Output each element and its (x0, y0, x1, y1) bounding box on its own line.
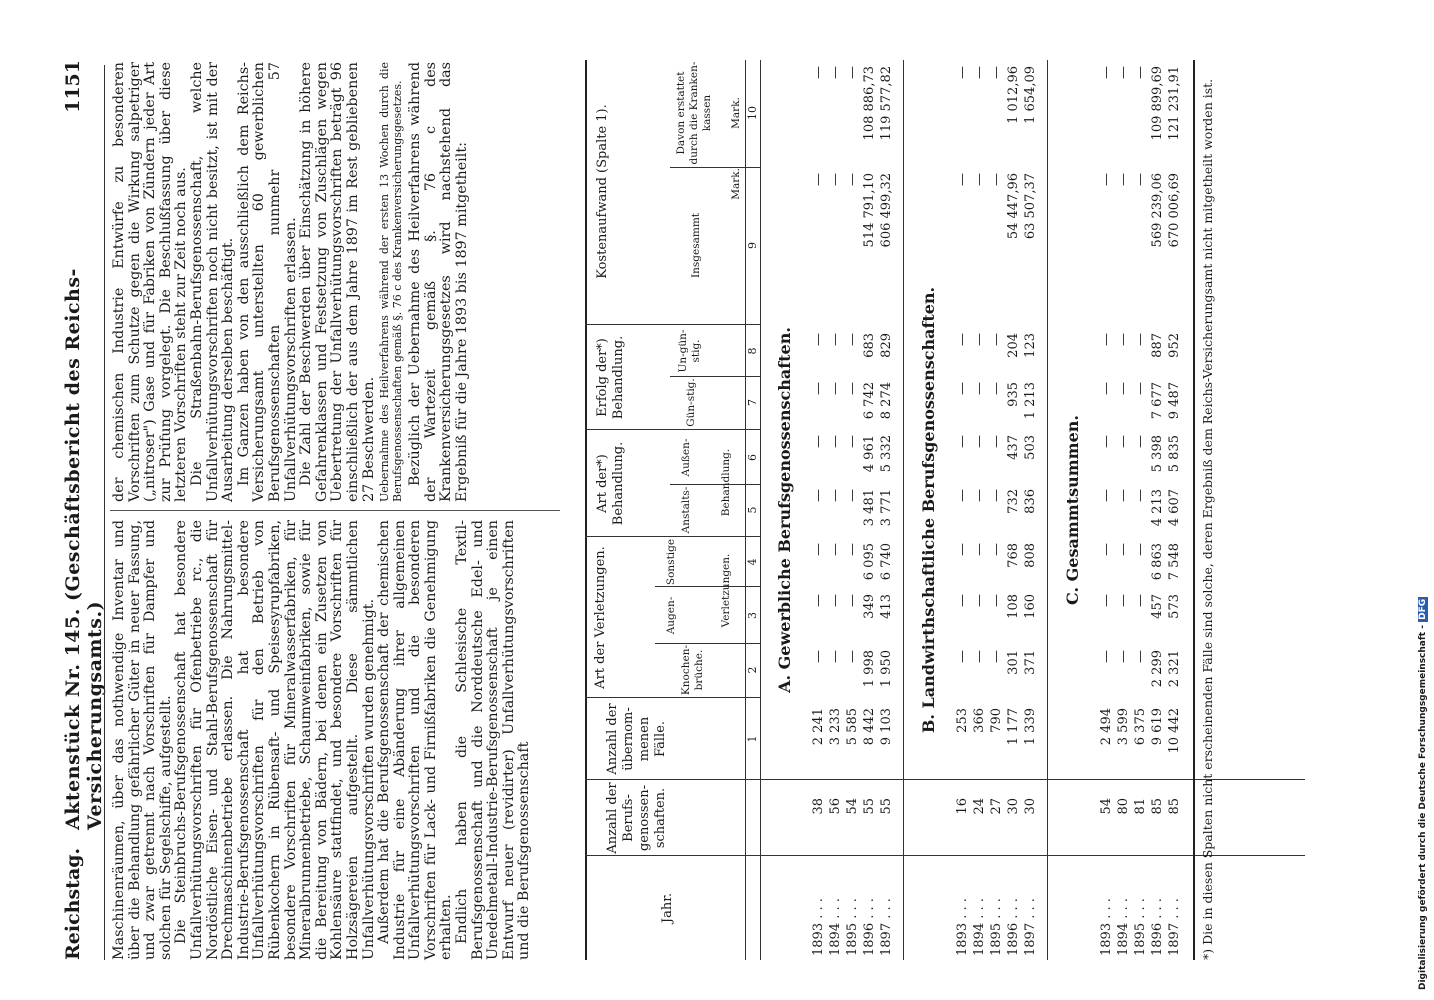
section-a-rows (811, 60, 901, 960)
cell-bg: 30 (1023, 798, 1038, 815)
header-behandlung: Art der*) Behandlung. (595, 441, 626, 526)
cell-knochen: 371 (1023, 650, 1038, 675)
cell-sonstige: — (972, 543, 987, 556)
cell-bg: 85 (1150, 798, 1165, 815)
cell-knochen: — (955, 650, 970, 663)
header-mark: Mark. (730, 97, 742, 129)
cell-anstalts: — (845, 489, 860, 502)
cell-davon: 121 231,91 (1167, 66, 1182, 141)
cell-sonstige: 768 (1006, 543, 1021, 568)
paragraph: Endlich haben die Schlesische Textil-Berufsgenossenschaft und die Norddeutsche Edel- und Unedelmetall-Industrie-Berufsgenossenschaft je einen Entwurf neuer (revidirter) Unfallverhütungsvorschriften und die Berufsgenossenschaft (454, 520, 533, 960)
cell-anstalts: — (1133, 489, 1148, 502)
cell-guenstig: — (845, 382, 860, 395)
cell-bg: 85 (1167, 798, 1182, 815)
cell-knochen: 2 299 (1150, 650, 1165, 688)
left-text-column (112, 520, 533, 960)
cell-years: 1893 . . . (955, 898, 970, 956)
cell-augen: 457 (1150, 594, 1165, 619)
cell-faelle: 253 (955, 708, 970, 733)
cell-guenstig: — (972, 382, 987, 395)
cell-faelle: 9 619 (1150, 708, 1165, 746)
cell-bg: 54 (845, 798, 860, 815)
section-heading: Uebernahme des Heilverfahrens während der ersten 13 Wochen durch die Berufsgenossenschaften gemäß §. 76 c des Krankenversicherungsgesetzes. (378, 62, 404, 502)
cell-davon: 108 886,73 (862, 66, 877, 141)
paragraph: Die Straßenbahn-Berufsgenossenschaft, welche Unfallverhütungsvorschriften noch nicht besitzt, ist mit der Ausarbeitung derselben beschäftigt. (188, 62, 237, 502)
header-unguenstig: Un-gün-stig. (677, 329, 702, 373)
cell-augen: — (1133, 594, 1148, 607)
cell-unguenstig: — (1133, 333, 1148, 346)
cell-guenstig: — (1116, 382, 1131, 395)
column-number: 2 (746, 666, 759, 674)
cell-unguenstig: — (828, 333, 843, 346)
cell-davon: — (1116, 66, 1131, 79)
cell-unguenstig: — (1116, 333, 1131, 346)
cell-sonstige: 808 (1023, 543, 1038, 568)
cell-aussen: — (989, 435, 1004, 448)
cell-unguenstig: 683 (862, 333, 877, 358)
cell-unguenstig: — (955, 333, 970, 346)
cell-insgesammt: 54 447,96 (1006, 173, 1021, 240)
cell-faelle: 1 339 (1023, 708, 1038, 746)
column-number: 10 (746, 106, 759, 120)
statistics-table (585, 60, 1305, 960)
cell-sonstige: — (811, 543, 826, 556)
cell-sonstige: — (1099, 543, 1114, 556)
cell-faelle: 1 177 (1006, 708, 1021, 746)
cell-unguenstig: 887 (1150, 333, 1165, 358)
header-augen: Augen- (665, 596, 677, 635)
cell-bg: 27 (989, 798, 1004, 815)
cell-insgesammt: — (1099, 173, 1114, 186)
cell-faelle: 9 103 (879, 708, 894, 746)
cell-guenstig: 1 213 (1023, 382, 1038, 420)
cell-davon: — (828, 66, 843, 79)
cell-aussen: 5 332 (879, 435, 894, 473)
cell-knochen: — (811, 650, 826, 663)
cell-guenstig: 6 742 (862, 382, 877, 420)
cell-anstalts: — (811, 489, 826, 502)
cell-anstalts: 4 213 (1150, 489, 1165, 527)
header-verletzungen: Art der Verletzungen. (593, 546, 608, 689)
cell-bg: 38 (811, 798, 826, 815)
cell-insgesammt: — (811, 173, 826, 186)
header-verletzungen-sub: Verletzungen. (720, 553, 732, 628)
cell-aussen: 4 961 (862, 435, 877, 473)
cell-guenstig: — (1133, 382, 1148, 395)
cell-aussen: — (972, 435, 987, 448)
column-number: 6 (746, 454, 759, 461)
cell-faelle: 3 599 (1116, 708, 1131, 746)
cell-knochen: 2 321 (1167, 650, 1182, 688)
cell-years: 1894 . . . (1116, 898, 1131, 956)
cell-augen: — (1099, 594, 1114, 607)
cell-insgesammt: 63 507,37 (1023, 173, 1038, 240)
cell-insgesammt: — (828, 173, 843, 186)
cell-bg: 54 (1099, 798, 1114, 815)
cell-knochen: — (1133, 650, 1148, 663)
cell-years: 1895 . . . (1133, 898, 1148, 956)
cell-sonstige: 7 548 (1167, 543, 1182, 581)
cell-knochen: — (972, 650, 987, 663)
cell-aussen: 437 (1006, 435, 1021, 460)
cell-insgesammt: — (972, 173, 987, 186)
cell-augen: — (989, 594, 1004, 607)
column-divider (110, 510, 560, 511)
cell-augen: — (811, 594, 826, 607)
cell-augen: — (972, 594, 987, 607)
cell-insgesammt: 670 006,69 (1167, 173, 1182, 248)
cell-bg: 81 (1133, 798, 1148, 815)
cell-anstalts: 3 481 (862, 489, 877, 527)
cell-sonstige: — (1133, 543, 1148, 556)
cell-knochen: — (1116, 650, 1131, 663)
cell-faelle: 2 241 (811, 708, 826, 746)
cell-knochen: 301 (1006, 650, 1021, 675)
cell-faelle: 10 442 (1167, 708, 1182, 754)
cell-augen: 413 (879, 594, 894, 619)
header-left: Reichstag. (62, 847, 84, 960)
cell-sonstige: — (989, 543, 1004, 556)
cell-guenstig: 935 (1006, 382, 1021, 407)
section-title-a: A. Gewerbliche Berufsgenossenschaften. (775, 327, 794, 693)
column-number: 1 (746, 735, 759, 743)
header-rule (104, 65, 105, 960)
cell-years: 1894 . . . (972, 898, 987, 956)
cell-bg: 16 (955, 798, 970, 815)
cell-aussen: — (1133, 435, 1148, 448)
column-number: 3 (746, 612, 759, 619)
cell-davon: 119 577,82 (879, 66, 894, 141)
header-davon: Davon erstattet durch die Kranken-kassen (675, 61, 713, 165)
cell-years: 1895 . . . (989, 898, 1004, 956)
cell-faelle: 2 494 (1099, 708, 1114, 746)
cell-davon: — (811, 66, 826, 79)
header-anstalts: Anstalts- (680, 486, 692, 534)
cell-davon: 1 654,09 (1023, 66, 1038, 124)
cell-davon: 1 012,96 (1006, 66, 1021, 124)
header-insgesammt: Insgesammt (690, 213, 702, 279)
cell-insgesammt: — (1116, 173, 1131, 186)
cell-aussen: 5 398 (1150, 435, 1165, 473)
cell-guenstig: — (989, 382, 1004, 395)
header-mark: Mark. (730, 168, 742, 200)
cell-aussen: — (811, 435, 826, 448)
cell-sonstige: 6 095 (862, 543, 877, 581)
cell-aussen: — (845, 435, 860, 448)
cell-knochen: 1 998 (862, 650, 877, 688)
header-kosten: Kostenaufwand (Spalte 1). (595, 104, 610, 279)
paragraph: Maschinenräumen, über das nothwendige Inventar und über die Behandlung gefährlicher Güter in neuer Fassung, und zwar getrennt nach Vorschriften für Dampfer und solchen für Segelschiffe, aufgestellt. (111, 520, 174, 960)
cell-faelle: 366 (972, 708, 987, 733)
cell-years: 1897 . . . (1023, 898, 1038, 956)
cell-anstalts: 4 607 (1167, 489, 1182, 527)
paragraph: Außerdem hat die Berufsgenossenschaft der chemischen Industrie für eine Abänderung ihrer allgemeinen Unfallverhütungsvorschriften und die besonderen Vorschriften für Lack- und Firnißfabriken die Genehmigung erhalten. (376, 520, 455, 960)
header-knochen: Knochen-brüche. (680, 644, 705, 696)
cell-insgesammt: — (1133, 173, 1148, 186)
cell-insgesammt: 569 239,06 (1150, 173, 1165, 248)
section-c-rows (1099, 60, 1189, 960)
dfg-badge: DFG (1418, 598, 1428, 620)
section-b-rows (955, 60, 1045, 960)
cell-davon: — (845, 66, 860, 79)
cell-anstalts: — (1116, 489, 1131, 502)
cell-sonstige: — (845, 543, 860, 556)
section-title-b: B. Landwirthschaftliche Berufsgenossenschaften. (919, 286, 938, 734)
cell-faelle: 3 233 (828, 708, 843, 746)
cell-bg: 55 (879, 798, 894, 815)
cell-anstalts: — (1099, 489, 1114, 502)
cell-unguenstig: — (811, 333, 826, 346)
cell-guenstig: 9 487 (1167, 382, 1182, 420)
cell-sonstige: — (955, 543, 970, 556)
cell-anstalts: — (972, 489, 987, 502)
cell-years: 1896 . . . (862, 898, 877, 956)
cell-unguenstig: — (1099, 333, 1114, 346)
cell-sonstige: 6 740 (879, 543, 894, 581)
cell-years: 1896 . . . (1006, 898, 1021, 956)
cell-unguenstig: — (845, 333, 860, 346)
cell-aussen: — (955, 435, 970, 448)
cell-guenstig: 7 677 (1150, 382, 1165, 420)
cell-unguenstig: 952 (1167, 333, 1182, 358)
cell-augen: — (1116, 594, 1131, 607)
cell-augen: 573 (1167, 594, 1182, 619)
cell-sonstige: — (828, 543, 843, 556)
cell-augen: 108 (1006, 594, 1021, 619)
cell-sonstige: — (1116, 543, 1131, 556)
cell-anstalts: — (989, 489, 1004, 502)
cell-davon: — (955, 66, 970, 79)
column-number: 7 (746, 399, 759, 406)
cell-bg: 30 (1006, 798, 1021, 815)
paragraph: Die Steinbruchs-Berufsgenossenschaft hat besondere Unfallverhütungsvorschriften für Ofenbetriebe rc., die Nordöstliche Eisen- und Stahl-Berufsgenossenschaft für Drechmaschinenbetriebe erlassen. Die Nahrungsmittel-Industrie-Berufsgenossenschaft hat besondere Unfallverhütungsvorschriften für den Betrieb von Rübenkochern in Rübensaft- und Speisesyrupfabriken, besondere Vorschriften für Mineralwasserfabriken, für Mineralbrunnenbetriebe, Schaumweinfabriken, sowie für die Bereitung von Bädern, bei denen ein Zusetzen von Kohlensäure stattfindet, und besondere Vorschriften für Holzsägereien aufgestellt. Diese sämmtlichen Unfallverhütungsvorschriften wurden genehmigt. (173, 520, 377, 960)
side-credit (1418, 0, 1432, 1000)
cell-insgesammt: — (845, 173, 860, 186)
paragraph: Im Ganzen haben von den ausschließlich dem Reichs-Versicherungsamt unterstellten 60 gewerblichen Berufsgenossenschaften nunmehr 57 Unfallverhütungsvorschriften erlassen. (235, 62, 299, 502)
cell-augen: 160 (1023, 594, 1038, 619)
cell-bg: 55 (862, 798, 877, 815)
cell-davon: — (972, 66, 987, 79)
section-title-c: C. Gesammtsummen. (1063, 415, 1082, 605)
cell-unguenstig: — (972, 333, 987, 346)
footnote: *) Die in diesen Spalten nicht erscheinenden Fälle sind solche, deren Ergebniß dem Reichs-Versicherungsamt nicht mitgetheilt worden ist. (1200, 78, 1215, 960)
cell-years: 1897 . . . (1167, 898, 1182, 956)
cell-augen: — (955, 594, 970, 607)
cell-anstalts: 732 (1006, 489, 1021, 514)
header-sonstige: Sonstige (665, 538, 677, 586)
header-anzahl-faelle: Anzahl der übernom-menen Fälle. (605, 703, 668, 775)
page-number: 1151 (62, 60, 84, 113)
cell-aussen: 503 (1023, 435, 1038, 460)
cell-davon: — (1099, 66, 1114, 79)
cell-faelle: 8 442 (862, 708, 877, 746)
cell-bg: 24 (972, 798, 987, 815)
header-behandlung-sub: Behandlung. (720, 448, 732, 517)
cell-sonstige: 6 863 (1150, 543, 1165, 581)
cell-anstalts: — (955, 489, 970, 502)
cell-aussen: 5 835 (1167, 435, 1182, 473)
cell-davon: — (989, 66, 1004, 79)
cell-aussen: — (1116, 435, 1131, 448)
header-jahr: Jahr. (660, 892, 675, 924)
cell-augen: — (845, 594, 860, 607)
cell-knochen: — (845, 650, 860, 663)
cell-anstalts: 3 771 (879, 489, 894, 527)
cell-bg: 56 (828, 798, 843, 815)
header-title: Aktenstück Nr. 145. (Geschäftsbericht des Reichs-Versicherungsamts.) (62, 268, 106, 830)
column-number: 5 (746, 506, 759, 514)
cell-years: 1897 . . . (879, 898, 894, 956)
cell-unguenstig: 829 (879, 333, 894, 358)
cell-anstalts: — (828, 489, 843, 502)
right-text-column (112, 62, 470, 502)
cell-unguenstig: — (989, 333, 1004, 346)
cell-guenstig: — (1099, 382, 1114, 395)
page-header (62, 60, 106, 960)
cell-augen: — (828, 594, 843, 607)
cell-knochen: — (1099, 650, 1114, 663)
paragraph: der chemischen Industrie Entwürfe zu besonderen Vorschriften zum Schutze gegen die Wirkung salpetriger („nitroser") Gase und für Fabriken von Zündern jeder Art zur Prüfung vorgelegt. Die Beschlußfassung über diese letzteren Vorschriften steht zur Zeit noch aus. (111, 62, 190, 502)
header-erfolg: Erfolg der*) Behandlung. (595, 335, 626, 420)
paragraph: Die Zahl der Beschwerden über Einschätzung in höhere Gefahrenklassen und Festsetzung von Zuschlägen wegen Uebertretung der Unfallverhütungsvorschriften beträgt 96 einschließlich der aus dem Jahre 1897 im Rest gebliebenen 27 Beschwerden. (298, 62, 377, 502)
cell-years: 1893 . . . (811, 898, 826, 956)
cell-faelle: 6 375 (1133, 708, 1148, 746)
header-aussen: Außen- (680, 438, 692, 477)
cell-unguenstig: 123 (1023, 333, 1038, 358)
header-guenstig: Gün-stig. (685, 378, 697, 427)
cell-faelle: 5 585 (845, 708, 860, 746)
cell-bg: 80 (1116, 798, 1131, 815)
cell-aussen: — (828, 435, 843, 448)
cell-insgesammt: — (955, 173, 970, 186)
cell-years: 1893 . . . (1099, 898, 1114, 956)
cell-augen: 349 (862, 594, 877, 619)
cell-years: 1896 . . . (1150, 898, 1165, 956)
cell-insgesammt: 514 791,10 (862, 173, 877, 248)
cell-knochen: — (828, 650, 843, 663)
cell-anstalts: 836 (1023, 489, 1038, 514)
header-anzahl-bg: Anzahl der Berufs-genossen-schaften. (605, 782, 668, 854)
column-number: 9 (746, 242, 759, 249)
cell-aussen: — (1099, 435, 1114, 448)
cell-insgesammt: 606 499,32 (879, 173, 894, 248)
cell-faelle: 790 (989, 708, 1004, 733)
cell-knochen: 1 950 (879, 650, 894, 688)
column-number: 8 (746, 347, 759, 355)
column-number: 4 (746, 558, 759, 566)
cell-davon: 109 899,69 (1150, 66, 1165, 141)
cell-guenstig: — (828, 382, 843, 395)
side-note: Digitalisierung gefördert durch die Deutsche Forschungsgemeinschaft - (1418, 625, 1428, 990)
cell-guenstig: — (811, 382, 826, 395)
cell-years: 1895 . . . (845, 898, 860, 956)
cell-insgesammt: — (989, 173, 1004, 186)
cell-davon: — (1133, 66, 1148, 79)
cell-unguenstig: 204 (1006, 333, 1021, 358)
paragraph: Bezüglich der Uebernahme des Heilverfahrens während der Wartezeit gemäß §. 76 c des Krankenversicherungsgesetzes wird nachstehend das Ergebniß für die Jahre 1893 bis 1897 mitgetheilt: (407, 62, 470, 502)
cell-years: 1894 . . . (828, 898, 843, 956)
cell-guenstig: — (955, 382, 970, 395)
cell-knochen: — (989, 650, 1004, 663)
cell-guenstig: 8 274 (879, 382, 894, 420)
